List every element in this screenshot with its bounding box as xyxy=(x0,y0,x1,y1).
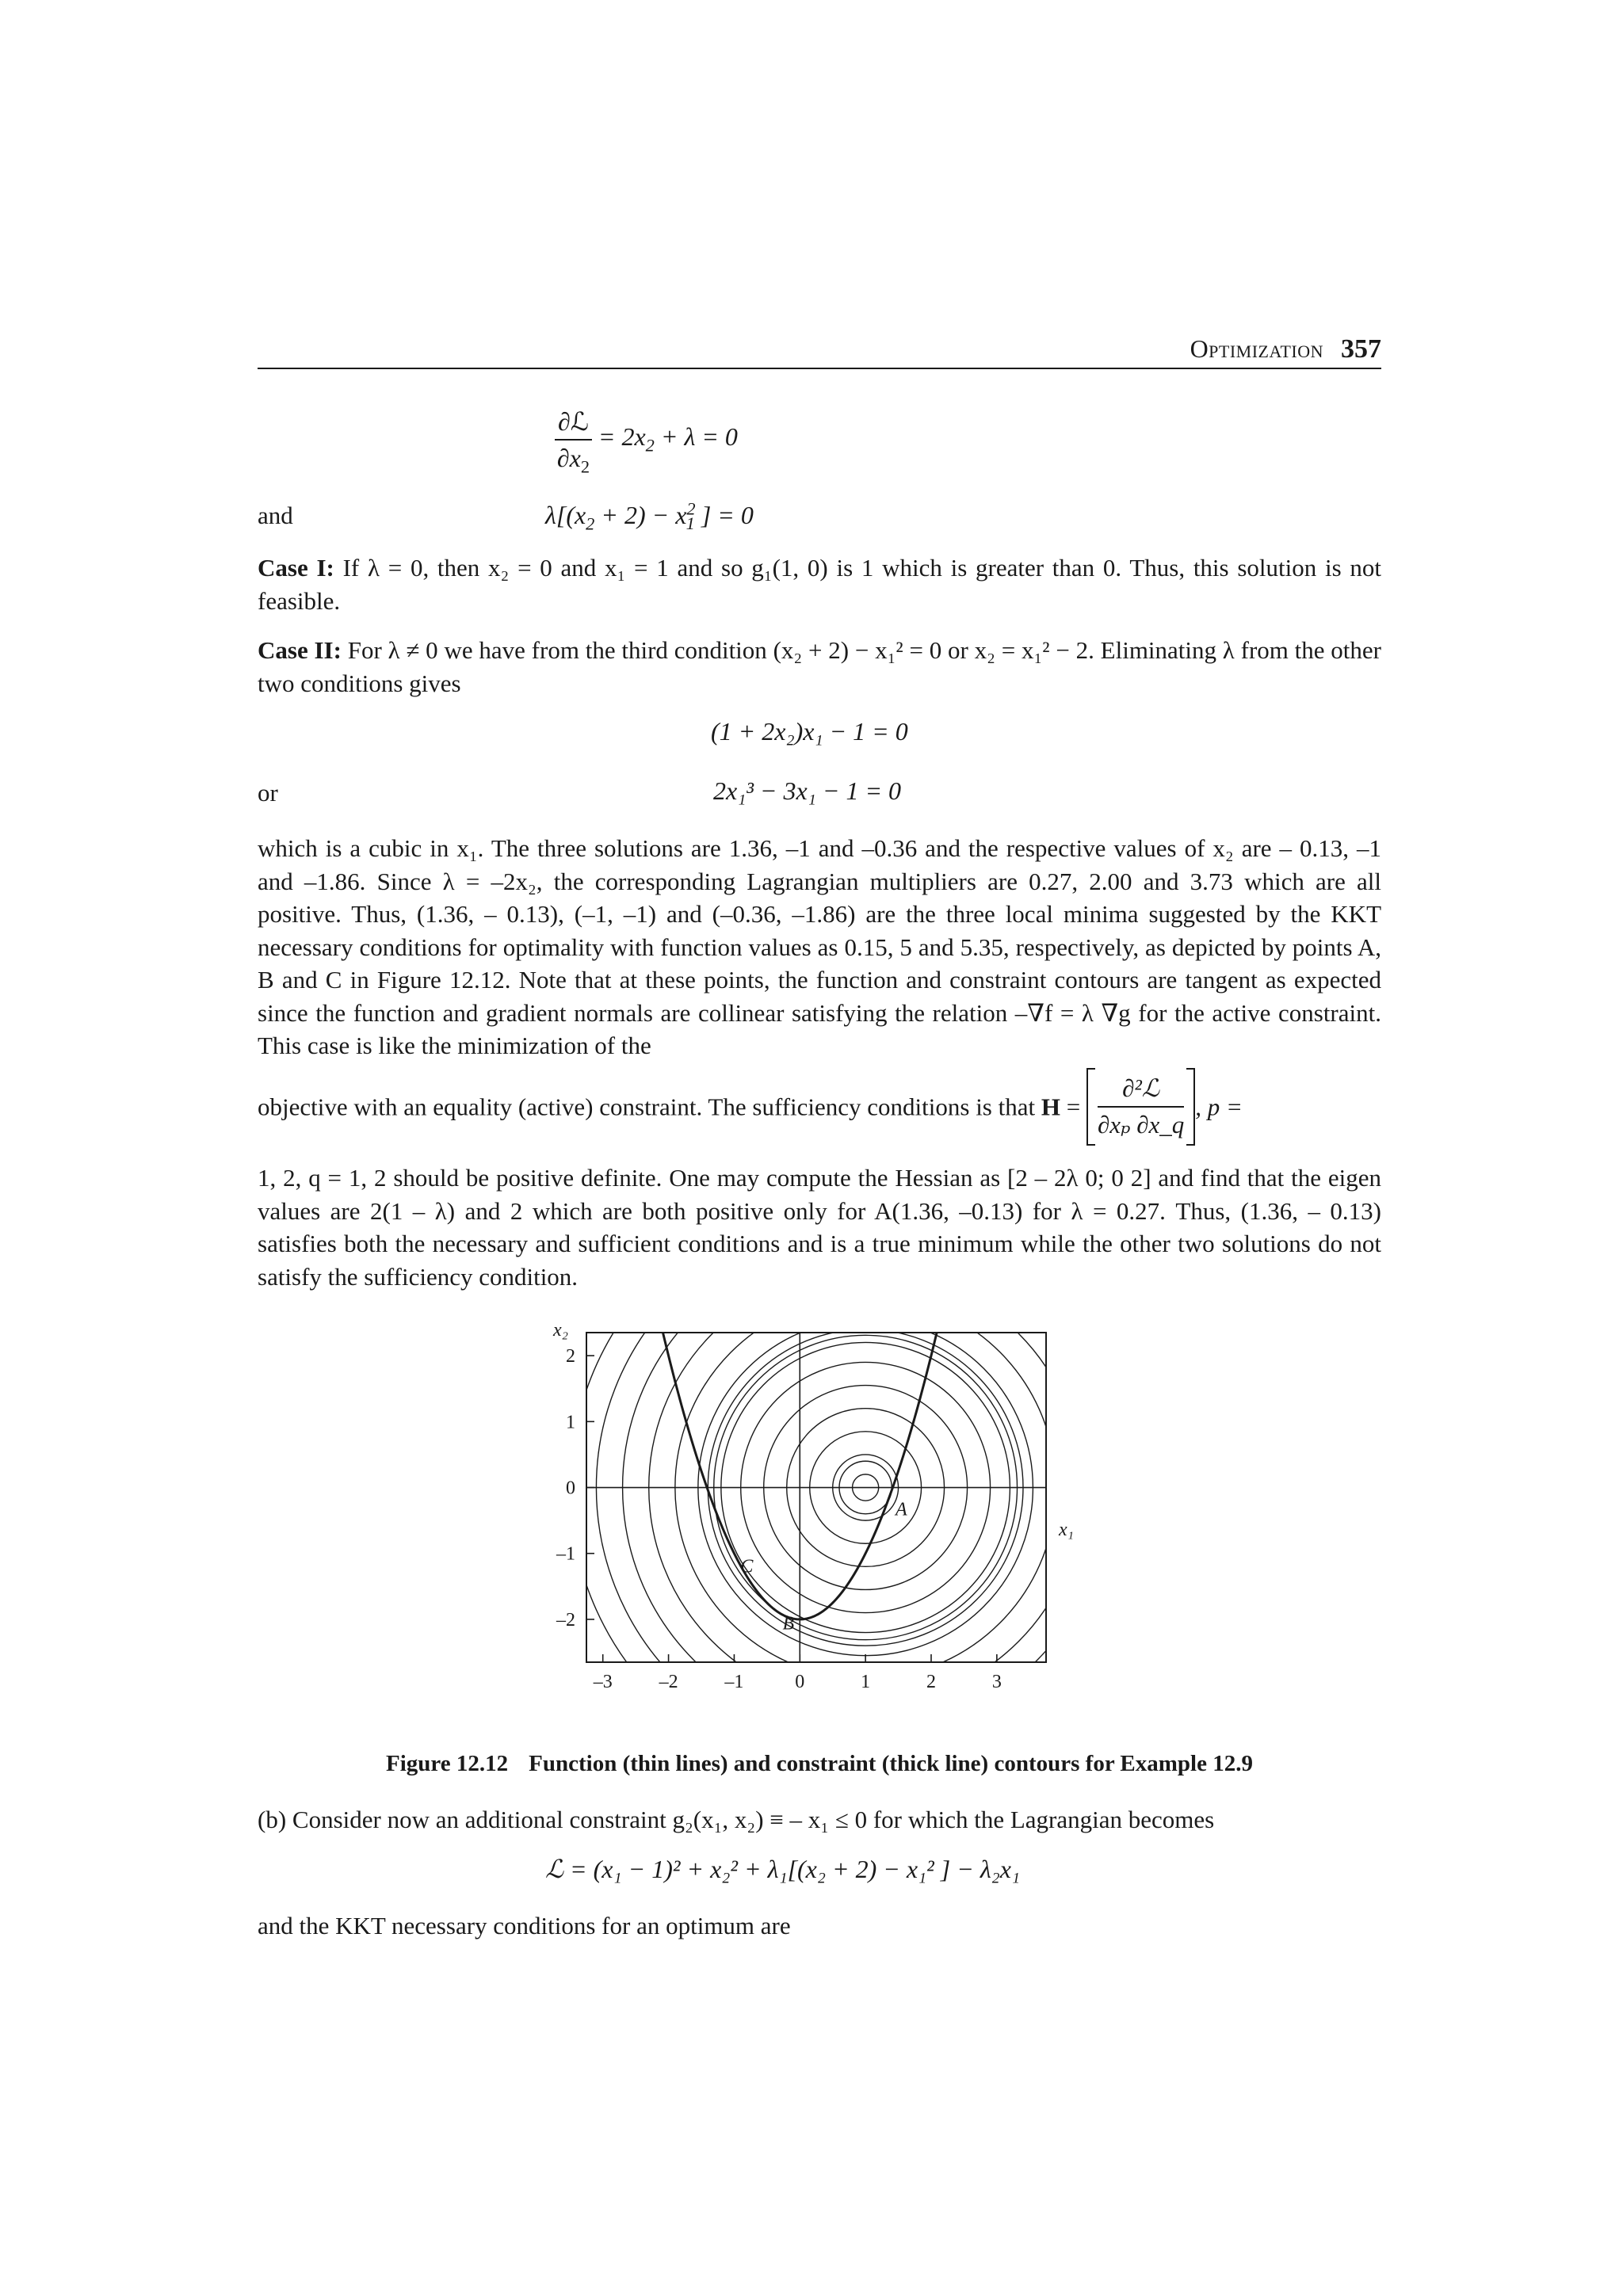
contour-circle xyxy=(623,1315,1109,1727)
hessian-numerator: ∂²ℒ xyxy=(1098,1073,1184,1108)
fraction xyxy=(555,406,592,477)
fraction-numerator: ∂ℒ xyxy=(555,406,592,441)
header-rule xyxy=(258,368,1381,369)
equation-dL-dx2 xyxy=(555,406,738,477)
contour-circle xyxy=(675,1315,1056,1679)
hessian-line-text: objective with an equality (active) constraint. The sufficiency conditions is that xyxy=(258,1093,1041,1121)
header-section-title: Optimization xyxy=(1190,334,1323,363)
case-two-text: For λ ≠ 0 we have from the third condition (x₂ + 2) − x₁² = 0 or x₂ = x₁² − 2. Eliminating λ from the other two conditions gives xyxy=(258,636,1382,697)
case-two-label: Case II: xyxy=(258,636,342,664)
page-number: 357 xyxy=(1341,334,1381,364)
fraction-denominator: $\partial x_2$ xyxy=(556,444,590,477)
x-axis-label: x₁ xyxy=(1059,1520,1074,1540)
y-axis-label: x₂ xyxy=(553,1320,568,1341)
contour-figure xyxy=(523,1315,1109,1727)
x-tick-label: –3 xyxy=(593,1672,613,1692)
y-tick-label: 2 xyxy=(566,1346,575,1367)
x-tick-label: –2 xyxy=(659,1672,678,1692)
hessian-line-tail: , p = xyxy=(1195,1093,1243,1121)
case-two-paragraph xyxy=(258,634,1381,700)
sufficiency-paragraph: 1, 2, q = 1, 2 should be positive definite. One may compute the Hessian as [2 – 2λ 0; 0 2] and find that the eigen values are 2(1 – λ) and 2 which are both positive only for A(1.36, –0.13) for λ = 0.27. Thus, (1.36, – 0.13) satisfies both the necessary and sufficient conditions and is a true minimum while the other two solutions do not satisfy the sufficiency condition. xyxy=(258,1164,1381,1291)
figure-caption-label: Figure 12.12 xyxy=(386,1751,509,1776)
running-header xyxy=(258,331,1381,372)
hessian-line: objective with an equality (active) constraint. The sufficiency conditions is that H = $\frac{\text{∂²ℒ}}{\text{∂xₚ ∂x\_q}}$ , p = xyxy=(258,1073,1381,1141)
x-tick-label: –1 xyxy=(724,1672,744,1692)
y-tick-label: 1 xyxy=(566,1412,575,1433)
point-label-c: C xyxy=(740,1556,754,1577)
equation-lagrangian-b: ℒ = (x₁ − 1)² + x₂² + λ₁[(x₂ + 2) − x₁² ] − λ₂x₁ xyxy=(545,1855,1021,1883)
x-tick-label: 2 xyxy=(926,1672,936,1692)
x-tick-label: 0 xyxy=(795,1672,805,1692)
equation-complementary: $\lambda[(x_2 + 2) - x^2_1$ ] = 0 xyxy=(545,498,754,534)
figure-caption xyxy=(258,1748,1381,1779)
y-tick-label: –1 xyxy=(556,1543,575,1565)
hessian-symbol: H xyxy=(1041,1093,1060,1121)
x-tick-label: 1 xyxy=(861,1672,871,1692)
solutions-paragraph: which is a cubic in x₁. The three solutions are 1.36, –1 and –0.36 and the respective values of x₂ are – 0.13, –1 and –1.86. Since λ = –2x₂, the corresponding Lagrangian multipliers are 0.27, 2.00 and 3.73 which are all positive. Thus, (1.36, – 0.13), (–1, –1) and (–0.36, –1.86) are the three local minima suggested by the KKT necessary conditions for optimality with function values as 0.15, 5 and 5.35, respectively, as depicted by points A, B and C in Figure 12.12. Note that at these points, the function and constraint contours are tangent as expected since the function and gradient normals are collinear satisfying the relation –∇f = λ ∇g for the active constraint. This case is like the minimization of the xyxy=(258,834,1381,1059)
plot-point-labels xyxy=(740,1499,907,1634)
closing-paragraph: and the KKT necessary conditions for an optimum are xyxy=(258,1912,791,1939)
case-one-label: Case I: xyxy=(258,554,334,582)
or-label: or xyxy=(258,779,278,807)
hessian-bracket xyxy=(1086,1073,1195,1141)
contour-circle xyxy=(649,1315,1083,1705)
y-tick-label: 0 xyxy=(566,1478,575,1499)
x-tick-label: 3 xyxy=(991,1672,1002,1692)
hessian-denominator: ∂xₚ ∂x_q xyxy=(1097,1111,1185,1138)
case-one-text: If λ = 0, then x₂ = 0 and x₁ = 1 and so g₁(1, 0) is 1 which is greater than 0. Thus, this solution is not feasible. xyxy=(258,554,1381,615)
equation-eliminated: (1 + 2x₂)x₁ − 1 = 0 xyxy=(711,717,908,746)
equation-rhs: = $2x_2 + \lambda = 0$ xyxy=(591,422,738,456)
y-tick-label: –2 xyxy=(556,1609,575,1630)
equation-cubic: 2x₁³ − 3x₁ − 1 = 0 xyxy=(713,776,902,805)
point-label-a: A xyxy=(895,1499,907,1520)
point-label-b: B xyxy=(782,1613,795,1634)
figure-caption-text: Function (thin lines) and constraint (thick line) contours for Example 12.9 xyxy=(529,1751,1253,1776)
part-b-paragraph: (b) Consider now an additional constraint g₂(x₁, x₂) ≡ – x₁ ≤ 0 for which the Lagrangian becomes xyxy=(258,1806,1215,1833)
case-one-paragraph xyxy=(258,551,1381,617)
and-label: and xyxy=(258,502,293,529)
function-contours xyxy=(570,1315,1109,1727)
